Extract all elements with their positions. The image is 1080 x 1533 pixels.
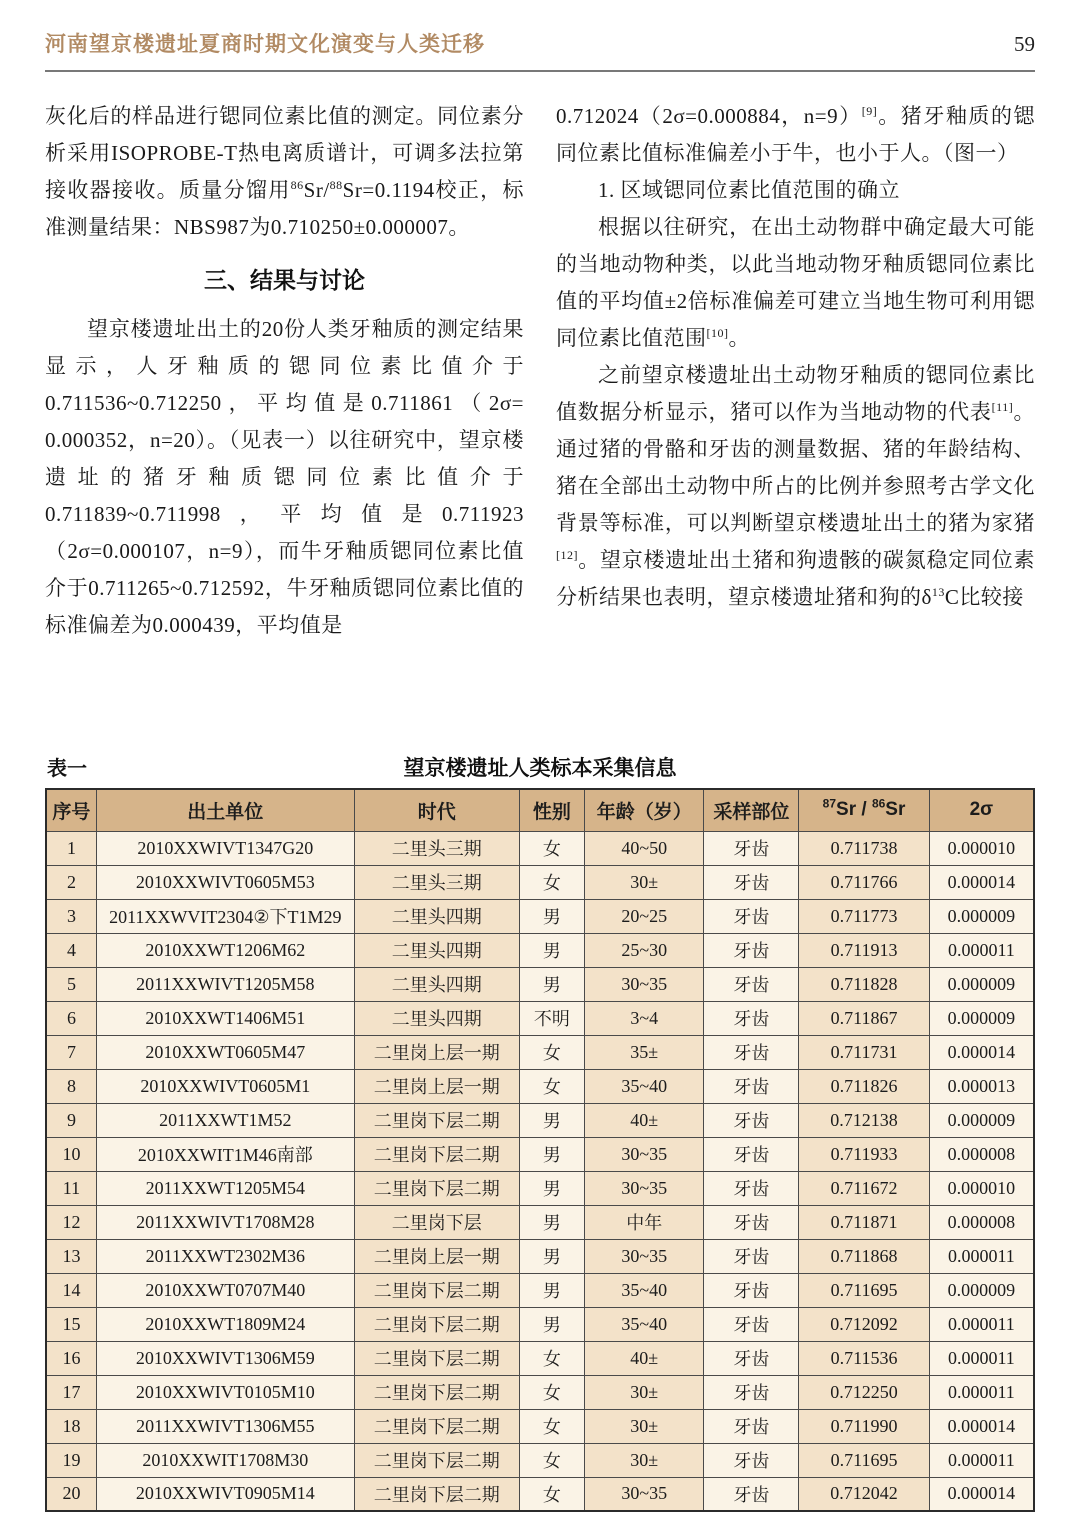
- table-cell: 牙齿: [704, 1307, 799, 1341]
- table-cell: 2011XXWT1M52: [96, 1103, 354, 1137]
- table-cell: 牙齿: [704, 899, 799, 933]
- table-cell: 0.000008: [929, 1137, 1034, 1171]
- table-label: 表一: [47, 758, 87, 780]
- paragraph: 望京楼遗址出土的20份人类牙釉质的测定结果显示，人牙釉质的锶同位素比值介于0.711536~0.712250，平均值是0.711861（2σ= 0.000352，n=20）。（见表一）以往研究中，望京楼遗址的猪牙釉质锶同位素比值介于0.711839~0.711998，平均值是0.711923（2σ=0.000107，n=9），而牛牙釉质锶同位素比值介于0.711265~0.712592，牛牙釉质锶同位素比值的标准偏差为0.000439，平均值是: [45, 317, 524, 637]
- table-cell: 女: [519, 1069, 584, 1103]
- column-header-2sigma: 2σ: [929, 789, 1034, 831]
- column-header-sample-part: 采样部位: [704, 789, 799, 831]
- table-cell: 2010XXWIVT0905M14: [96, 1477, 354, 1511]
- table-cell: 19: [46, 1443, 96, 1477]
- table-cell: 12: [46, 1205, 96, 1239]
- table-cell: 男: [519, 1307, 584, 1341]
- table-cell: 0.000009: [929, 1273, 1034, 1307]
- table-cell: 二里岗下层二期: [354, 1307, 519, 1341]
- table-cell: 7: [46, 1035, 96, 1069]
- table-cell: 0.712250: [799, 1375, 929, 1409]
- table-row: [46, 1001, 1034, 1035]
- table-cell: 11: [46, 1171, 96, 1205]
- table-cell: 牙齿: [704, 1001, 799, 1035]
- table-cell: 0.000009: [929, 899, 1034, 933]
- table-row: [46, 1477, 1034, 1511]
- table-cell: 40±: [584, 1341, 704, 1375]
- table-cell: 男: [519, 1171, 584, 1205]
- table-row: [46, 967, 1034, 1001]
- table-cell: 女: [519, 1477, 584, 1511]
- table-row: [46, 865, 1034, 899]
- table-cell: 女: [519, 1443, 584, 1477]
- table-cell: 牙齿: [704, 1171, 799, 1205]
- table-cell: 0.000013: [929, 1069, 1034, 1103]
- table-cell: 男: [519, 1239, 584, 1273]
- table-cell: 40~50: [584, 831, 704, 865]
- table-row: [46, 1035, 1034, 1069]
- table-cell: 二里岗下层二期: [354, 1137, 519, 1171]
- table-cell: 0.000008: [929, 1205, 1034, 1239]
- table-cell: 二里岗下层二期: [354, 1341, 519, 1375]
- paragraph: 灰化后的样品进行锶同位素比值的测定。同位素分析采用ISOPROBE-T热电离质谱计，可调多法拉第接收器接收。质量分馏用$^{86}$Sr/$^{88}$Sr=0.1194校正，标准测量结果：NBS987为0.710250±0.000007。: [45, 104, 524, 239]
- table-cell: 15: [46, 1307, 96, 1341]
- table-cell: 0.712042: [799, 1477, 929, 1511]
- table-cell: 0.711868: [799, 1239, 929, 1273]
- table-cell: 0.000009: [929, 967, 1034, 1001]
- table-cell: 8: [46, 1069, 96, 1103]
- table-row: [46, 1443, 1034, 1477]
- table-cell: 男: [519, 1205, 584, 1239]
- column-header-excavation-unit: 出土单位: [96, 789, 354, 831]
- table-cell: 0.000011: [929, 933, 1034, 967]
- table-row: [46, 831, 1034, 865]
- table-cell: 30±: [584, 1409, 704, 1443]
- table-cell: 二里岗下层二期: [354, 1375, 519, 1409]
- table-cell: 0.711828: [799, 967, 929, 1001]
- table-cell: 0.000014: [929, 1409, 1034, 1443]
- table-cell: 0.712092: [799, 1307, 929, 1341]
- table-cell: 牙齿: [704, 1341, 799, 1375]
- table-cell: 牙齿: [704, 1035, 799, 1069]
- table-cell: 25~30: [584, 933, 704, 967]
- table-cell: 1: [46, 831, 96, 865]
- table-row: [46, 1069, 1034, 1103]
- table-cell: 0.711826: [799, 1069, 929, 1103]
- table-cell: 2010XXWIVT0605M1: [96, 1069, 354, 1103]
- table-cell: 二里头四期: [354, 899, 519, 933]
- table-cell: 0.000011: [929, 1307, 1034, 1341]
- table-cell: 牙齿: [704, 1069, 799, 1103]
- table-cell: 0.711695: [799, 1273, 929, 1307]
- table-cell: 二里头四期: [354, 933, 519, 967]
- table-cell: 18: [46, 1409, 96, 1443]
- table-cell: 20: [46, 1477, 96, 1511]
- table-cell: 二里头三期: [354, 831, 519, 865]
- table-cell: 二里岗下层二期: [354, 1477, 519, 1511]
- table-cell: 二里岗上层一期: [354, 1069, 519, 1103]
- table-cell: 2010XXWT0707M40: [96, 1273, 354, 1307]
- table-cell: 牙齿: [704, 1137, 799, 1171]
- table-title: 望京楼遗址人类标本采集信息: [403, 757, 677, 780]
- table-cell: 2010XXWIVT1347G20: [96, 831, 354, 865]
- table-cell: 0.000014: [929, 1035, 1034, 1069]
- table-cell: 30~35: [584, 1239, 704, 1273]
- table-cell: 牙齿: [704, 1477, 799, 1511]
- table-cell: 牙齿: [704, 1443, 799, 1477]
- table-cell: 0.000011: [929, 1239, 1034, 1273]
- table-cell: 0.000014: [929, 1477, 1034, 1511]
- header-divider: [45, 70, 1035, 72]
- column-header-period: 时代: [354, 789, 519, 831]
- table-cell: 牙齿: [704, 831, 799, 865]
- table-cell: 2010XXWT0605M47: [96, 1035, 354, 1069]
- column-header-age: 年龄（岁）: [584, 789, 704, 831]
- table-cell: 40±: [584, 1103, 704, 1137]
- table-cell: 0.000010: [929, 831, 1034, 865]
- table-cell: 4: [46, 933, 96, 967]
- table-cell: 女: [519, 1035, 584, 1069]
- table-cell: 2011XXWVIT2304②下T1M29: [96, 899, 354, 933]
- table-cell: 0.712138: [799, 1103, 929, 1137]
- table-cell: 0.711738: [799, 831, 929, 865]
- table-cell: 二里岗上层一期: [354, 1239, 519, 1273]
- right-column: [556, 98, 1035, 740]
- table-cell: 二里头四期: [354, 967, 519, 1001]
- table-cell: 30~35: [584, 967, 704, 1001]
- table-body: [46, 831, 1034, 1511]
- table-cell: 6: [46, 1001, 96, 1035]
- table-cell: 二里岗下层二期: [354, 1273, 519, 1307]
- table-cell: 2011XXWIVT1205M58: [96, 967, 354, 1001]
- table-cell: 10: [46, 1137, 96, 1171]
- table-row: [46, 1273, 1034, 1307]
- table-cell: 35±: [584, 1035, 704, 1069]
- table-cell: 0.711766: [799, 865, 929, 899]
- table-cell: 0.000009: [929, 1103, 1034, 1137]
- table-cell: 牙齿: [704, 1273, 799, 1307]
- running-head-title: 河南望京楼遗址夏商时期文化演变与人类迁移: [45, 33, 485, 56]
- table-cell: 2010XXWT1406M51: [96, 1001, 354, 1035]
- table-cell: 0.000011: [929, 1443, 1034, 1477]
- table-cell: 牙齿: [704, 1205, 799, 1239]
- column-header-sr-ratio: $^{87}$Sr / $^{86}$Sr: [799, 789, 929, 831]
- table-cell: 牙齿: [704, 1103, 799, 1137]
- table-cell: 二里头三期: [354, 865, 519, 899]
- table-cell: 0.711990: [799, 1409, 929, 1443]
- table-header-row: [46, 789, 1034, 831]
- table-row: [46, 1205, 1034, 1239]
- table-cell: 2: [46, 865, 96, 899]
- paragraph: 0.712024（2σ=0.000884，n=9）[9]。猪牙釉质的锶同位素比值标准偏差小于牛，也小于人。（图一）: [556, 104, 1035, 165]
- table-cell: 2011XXWT2302M36: [96, 1239, 354, 1273]
- table-cell: 女: [519, 831, 584, 865]
- column-header-sex: 性别: [519, 789, 584, 831]
- table-caption: [45, 752, 1035, 786]
- table-row: [46, 1171, 1034, 1205]
- paragraph: 根据以往研究，在出土动物群中确定最大可能的当地动物种类，以此当地动物牙釉质锶同位素比值的平均值±2倍标准偏差可建立当地生物可利用锶同位素比值范围[10]。: [556, 215, 1035, 350]
- table-cell: 牙齿: [704, 865, 799, 899]
- table-cell: 牙齿: [704, 933, 799, 967]
- column-header-index: 序号: [46, 789, 96, 831]
- table-cell: 二里岗下层二期: [354, 1409, 519, 1443]
- table-cell: 2010XXWIVT0605M53: [96, 865, 354, 899]
- table-cell: 0.711933: [799, 1137, 929, 1171]
- table-cell: 男: [519, 1273, 584, 1307]
- table-cell: 牙齿: [704, 967, 799, 1001]
- left-column: [45, 98, 524, 740]
- table-cell: 二里岗下层: [354, 1205, 519, 1239]
- table-cell: 牙齿: [704, 1375, 799, 1409]
- table-row: [46, 899, 1034, 933]
- table-cell: 2010XXWT1809M24: [96, 1307, 354, 1341]
- table-section: [45, 752, 1035, 1512]
- table-cell: 30±: [584, 1443, 704, 1477]
- table-cell: 男: [519, 1103, 584, 1137]
- table-cell: 16: [46, 1341, 96, 1375]
- table-cell: 13: [46, 1239, 96, 1273]
- table-cell: 2010XXWIT1708M30: [96, 1443, 354, 1477]
- running-head: [45, 24, 1035, 58]
- table-cell: 17: [46, 1375, 96, 1409]
- table-cell: 0.711731: [799, 1035, 929, 1069]
- table-cell: 中年: [584, 1205, 704, 1239]
- table-cell: 2010XXWIT1M46南部: [96, 1137, 354, 1171]
- table-cell: 二里岗下层二期: [354, 1443, 519, 1477]
- table-cell: 2010XXWIVT0105M10: [96, 1375, 354, 1409]
- table-cell: 14: [46, 1273, 96, 1307]
- table-cell: 2010XXWT1206M62: [96, 933, 354, 967]
- table-cell: 0.711871: [799, 1205, 929, 1239]
- section-heading: 三、结果与讨论: [204, 267, 365, 293]
- table-cell: 0.000011: [929, 1341, 1034, 1375]
- body-columns: [45, 98, 1035, 740]
- table-cell: 35~40: [584, 1307, 704, 1341]
- specimen-table: [45, 788, 1035, 1512]
- table-row: [46, 933, 1034, 967]
- table-cell: 3~4: [584, 1001, 704, 1035]
- page-number: 59: [1014, 32, 1035, 56]
- table-cell: 牙齿: [704, 1409, 799, 1443]
- table-cell: 0.000011: [929, 1375, 1034, 1409]
- table-cell: 30±: [584, 1375, 704, 1409]
- table-cell: 35~40: [584, 1273, 704, 1307]
- table-cell: 二里岗下层二期: [354, 1171, 519, 1205]
- table-cell: 0.711913: [799, 933, 929, 967]
- table-cell: 二里岗下层二期: [354, 1103, 519, 1137]
- table-cell: 2010XXWIVT1306M59: [96, 1341, 354, 1375]
- table-cell: 女: [519, 1409, 584, 1443]
- table-cell: 5: [46, 967, 96, 1001]
- table-cell: 0.711695: [799, 1443, 929, 1477]
- table-cell: 0.000014: [929, 865, 1034, 899]
- table-row: [46, 1375, 1034, 1409]
- table-row: [46, 1103, 1034, 1137]
- table-cell: 女: [519, 1341, 584, 1375]
- table-cell: 女: [519, 865, 584, 899]
- table-row: [46, 1307, 1034, 1341]
- table-cell: 男: [519, 1137, 584, 1171]
- table-cell: 男: [519, 933, 584, 967]
- paragraph: 之前望京楼遗址出土动物牙釉质的锶同位素比值数据分析显示，猪可以作为当地动物的代表[11]。通过猪的骨骼和牙齿的测量数据、猪的年龄结构、猪在全部出土动物中所占的比例并参照考古学文化背景等标准，可以判断望京楼遗址出土的猪为家猪[12]。望京楼遗址出土猪和狗遗骸的碳氮稳定同位素分析结果也表明，望京楼遗址猪和狗的$\delta^{13}C$比较接: [556, 363, 1035, 609]
- sub-section-heading: 1. 区域锶同位素比值范围的确立: [598, 178, 900, 202]
- table-cell: 牙齿: [704, 1239, 799, 1273]
- table-cell: 30~35: [584, 1137, 704, 1171]
- table-row: [46, 1409, 1034, 1443]
- table-cell: 3: [46, 899, 96, 933]
- table-cell: 9: [46, 1103, 96, 1137]
- table-cell: 2011XXWIVT1306M55: [96, 1409, 354, 1443]
- table-cell: 0.711672: [799, 1171, 929, 1205]
- table-row: [46, 1137, 1034, 1171]
- table-row: [46, 1341, 1034, 1375]
- table-cell: 2011XXWT1205M54: [96, 1171, 354, 1205]
- table-cell: 30±: [584, 865, 704, 899]
- table-cell: 不明: [519, 1001, 584, 1035]
- table-row: [46, 1239, 1034, 1273]
- table-cell: 0.711867: [799, 1001, 929, 1035]
- table-cell: 0.000009: [929, 1001, 1034, 1035]
- table-cell: 30~35: [584, 1477, 704, 1511]
- table-cell: 35~40: [584, 1069, 704, 1103]
- table-cell: 0.000010: [929, 1171, 1034, 1205]
- table-cell: 20~25: [584, 899, 704, 933]
- table-cell: 30~35: [584, 1171, 704, 1205]
- table-cell: 二里岗上层一期: [354, 1035, 519, 1069]
- table-cell: 二里头四期: [354, 1001, 519, 1035]
- table-cell: 2011XXWIVT1708M28: [96, 1205, 354, 1239]
- table-cell: 男: [519, 967, 584, 1001]
- table-cell: 女: [519, 1375, 584, 1409]
- table-cell: 男: [519, 899, 584, 933]
- table-cell: 0.711536: [799, 1341, 929, 1375]
- table-cell: 0.711773: [799, 899, 929, 933]
